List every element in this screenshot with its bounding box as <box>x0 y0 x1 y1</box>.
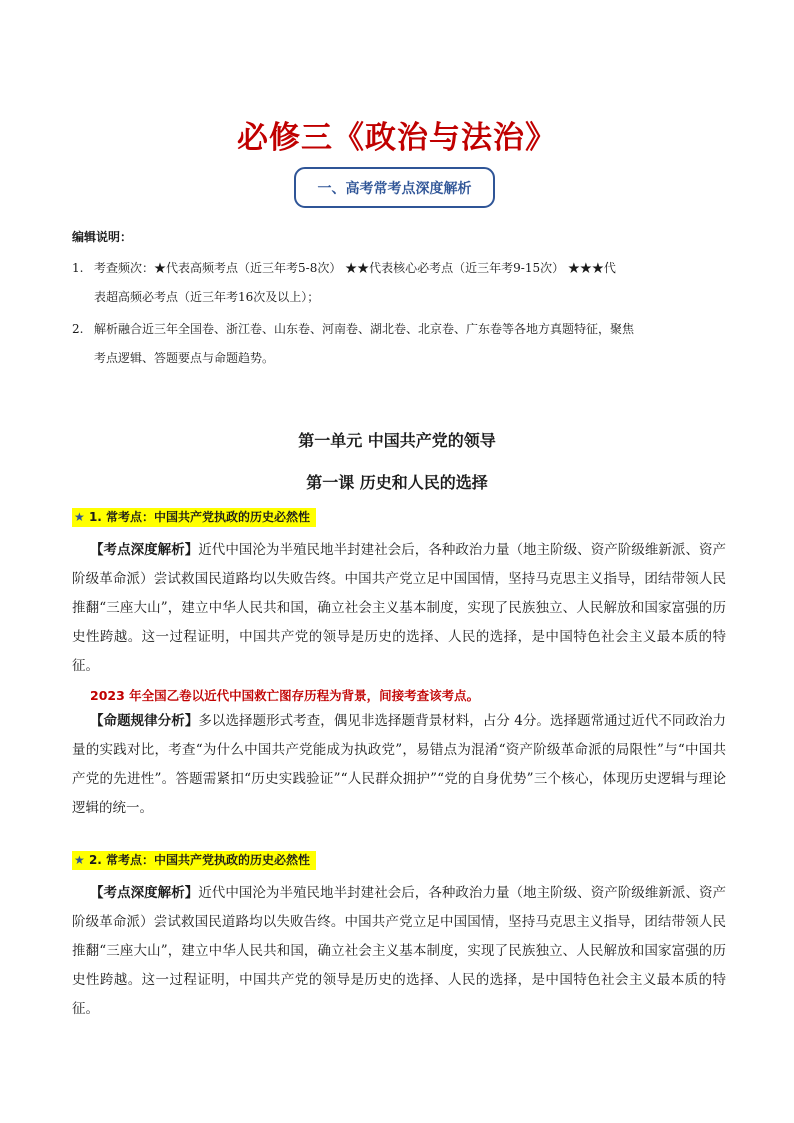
section-label-box <box>294 167 495 208</box>
analysis-text: 近代中国沦为半殖民地半封建社会后，各种政治力量（地主阶级、资产阶级维新派、资产阶级革命派）尝试救国民道路均以失败告终。中国共产党立足中国国情，坚持马克思主义指导，团结带领人民推翻“三座大山”，建立中华人民共和国，确立社会主义基本制度，实现了民族独立、人民解放和国家富强的历史性跨越。这一过程证明，中国共产党的领导是历史的选择、人民的选择，是中国特色社会主义最本质的特征。 <box>72 885 727 1017</box>
analysis-tag: 【考点深度解析】 <box>90 885 199 901</box>
analysis-text: 近代中国沦为半殖民地半封建社会后，各种政治力量（地主阶级、资产阶级维新派、资产阶级革命派）尝试救国民道路均以失败告终。中国共产党立足中国国情，坚持马克思主义指导，团结带领人民推翻“三座大山”，建立中华人民共和国，确立社会主义基本制度，实现了民族独立、人民解放和国家富强的历史性跨越。这一过程证明，中国共产党的领导是历史的选择、人民的选择，是中国特色社会主义最本质的特征。 <box>72 542 727 674</box>
note-text: 解析融合近三年全国卷、浙江卷、山东卷、河南卷、湖北卷、北京卷、广东卷等各地方真题特征，聚焦 <box>94 322 635 336</box>
key-point-2-heading <box>72 851 316 870</box>
unit-title: 第一单元 中国共产党的领导 <box>298 431 496 450</box>
key-point-2-analysis <box>72 879 726 1024</box>
key-point-1-rule <box>72 707 726 823</box>
note-text: 考查频次：★代表高频考点（近三年考5-8次） ★★代表核心必考点（近三年考9-15次） ★★★代 <box>94 261 616 275</box>
lesson-title: 第一课 历史和人民的选择 <box>306 473 488 492</box>
rule-text: 多以选择题形式考查，偶见非选择题背景材料，占分 4分。选择题常通过近代不同政治力量的实践对比，考查“为什么中国共产党能成为执政党”，易错点为混淆“资产阶级革命派的局限性”与“中国共产党的先进性”。答题需紧扣“历史实践验证”“人民群众拥护”“党的自身优势”三个核心，体现历史逻辑与理论逻辑的统一。 <box>72 713 726 816</box>
page-title: 必修三《政治与法治》 <box>237 120 557 156</box>
rule-tag: 【命题规律分析】 <box>90 713 199 729</box>
star-icon: ★ <box>74 853 85 867</box>
analysis-tag: 【考点深度解析】 <box>90 542 199 558</box>
key-point-1-title: 1. 常考点：中国共产党执政的历史必然性 <box>88 510 311 524</box>
key-point-1-heading <box>72 508 316 527</box>
note-number: 1. <box>72 261 84 275</box>
note-text-cont: 表超高频必考点（近三年考16次及以上）； <box>94 290 320 304</box>
edit-note-1 <box>72 254 722 312</box>
exam-note: 2023 年全国乙卷以近代中国救亡图存历程为背景，间接考查该考点。 <box>90 688 480 703</box>
key-point-2-title: 2. 常考点：中国共产党执政的历史必然性 <box>88 853 311 867</box>
edit-note-2 <box>72 315 722 373</box>
note-number: 2. <box>72 322 84 336</box>
section-label: 一、高考常考点深度解析 <box>317 180 472 197</box>
note-text-cont: 考点逻辑、答题要点与命题趋势。 <box>94 351 275 365</box>
star-icon: ★ <box>74 510 85 524</box>
key-point-1-analysis <box>72 536 726 681</box>
edit-notes-heading: 编辑说明： <box>72 230 133 244</box>
